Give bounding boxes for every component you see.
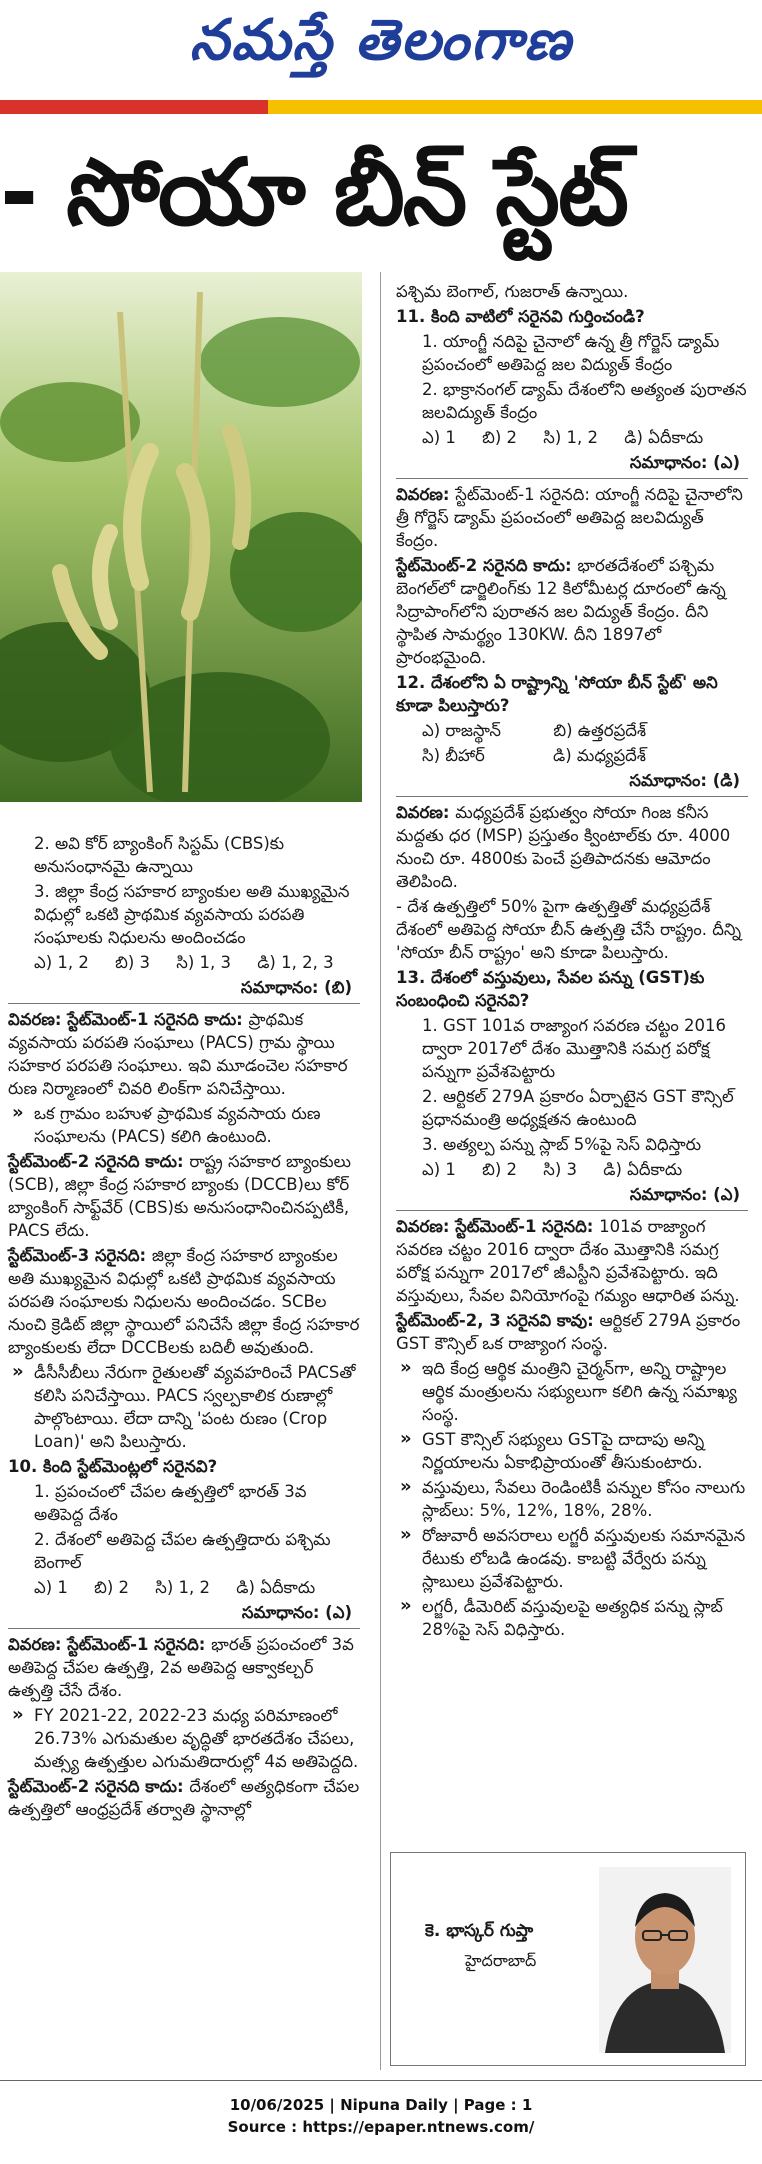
color-bar-red — [0, 100, 268, 114]
bullet-point: » ఇది కేంద్ర ఆర్థిక మంత్రిని చైర్మన్‌గా, అన్ని రాష్ట్రాల ఆర్థిక మంత్రులను సభ్యులుగా కలిగి ఉన్న సమాఖ్య సంస్థ. — [396, 1357, 748, 1426]
body-text: - దేశ ఉత్పత్తిలో 50% పైగా ఉత్పత్తితో మధ్యప్రదేశ్ దేశంలో అతిపెద్ద సోయా బీన్ ఉత్పత్తి చేసే రాష్ట్రం. దీన్ని 'సోయా బీన్ రాష్ట్రం' అని కూడా పిలుస్తారు. — [396, 897, 742, 962]
statement: 2. ఆర్టికల్ 279A ప్రకారం ఏర్పాటైన GST కౌన్సిల్ ప్రధానమంత్రి అధ్యక్షతన ఉంటుంది — [422, 1087, 734, 1129]
explanation-label: స్టేట్‌మెంట్-3 సరైనది: — [8, 1246, 152, 1265]
bullet-point: » ఒక గ్రామం బహుళ ప్రాథమిక వ్యవసాయ రుణ సంఘాలను (PACS) కలిగి ఉంటుంది. — [8, 1102, 360, 1148]
explanation-text: 101వ రాజ్యాంగ సవరణ చట్టం 2016 ద్వారా దేశం మొత్తానికి సమగ్ర పరోక్ష పన్నుగా 2017లో జీఎస్టీని ప్రవేశపెట్టారు. ఇది వస్తువులు, సేవల వినియోగంపై గమ్యం ఆధారిత పన్ను. — [396, 1217, 740, 1305]
answer: సమాధానం: (ఎ) — [241, 1603, 352, 1622]
statement: 1. GST 101వ రాజ్యాంగ సవరణ చట్టం 2016 ద్వారా 2017లో దేశం మొత్తానికి సమగ్ర పరోక్ష పన్నుగా ప్రవేశపెట్టారు — [422, 1016, 727, 1081]
statement: 3. అత్యల్ప పన్ను స్లాబ్ 5%పై సెస్ విధిస్తారు — [422, 1135, 702, 1154]
options: ఎ) రాజస్థాన్ బి) ఉత్తరప్రదేశ్ — [422, 721, 647, 740]
explanation-paragraph — [396, 1309, 748, 1355]
explanation-label: వివరణ: స్టేట్‌మెంట్-1 సరైనది కాదు: — [8, 1010, 249, 1029]
author-photo — [599, 1867, 731, 2053]
color-bar-yellow — [268, 100, 762, 114]
question: 11. కింది వాటిలో సరైనవి గుర్తించండి? — [396, 307, 645, 326]
explanation-text: రాష్ట్ర సహకార బ్యాంకులు (SCB), జిల్లా కేంద్ర సహకార బ్యాంకు (DCCB)లు కోర్ బ్యాంకింగ్ సాఫ్ట్‌వేర్ (CBS)కు అనుసంధానించినప్పటికీ, PACS లేదు. — [8, 1152, 352, 1240]
explanation-paragraph — [8, 1150, 360, 1242]
bullet-point: » రోజువారీ అవసరాలు లగ్జరీ వస్తువులకు సమానమైన రేటుకు లోబడి ఉండవు. కాబట్టి వేర్వేరు పన్ను స్లాబులు ప్రవేశపెట్టారు. — [396, 1524, 748, 1593]
bullet-point: » FY 2021-22, 2022-23 మధ్య పరిమాణంలో 26.73% ఎగుమతుల వృద్ధితో భారతదేశం చేపలు, మత్స్య ఉత్పత్తుల ఎగుమతిదారుల్లో 4వ అతిపెద్దది. — [8, 1704, 360, 1773]
bullet-point: » లగ్జరీ, డీమెరిట్ వస్తువులపై అత్యధిక పన్ను స్లాబ్ 28%పై సెస్ విధిస్తారు. — [396, 1595, 748, 1641]
footer-source-line: Source : https://epaper.ntnews.com/ — [227, 2118, 535, 2136]
explanation-label: స్టేట్‌మెంట్-2 సరైనది కాదు: — [396, 556, 578, 575]
separator — [396, 478, 748, 479]
bullet-point: » GST కౌన్సిల్ సభ్యులు GSTపై దాదాపు అన్ని నిర్ణయాలను ఏకాభిప్రాయంతో తీసుకుంటారు. — [396, 1428, 748, 1474]
question: 13. దేశంలో వస్తువులు, సేవల పన్ను (GST)కు సంబంధించి సరైనవి? — [396, 968, 705, 1010]
explanation-text: ప్రాథమిక వ్యవసాయ పరపతి సంఘాలు (PACS) గ్రామ స్థాయి సహకార పరపతి సంఘాలు. ఇవి మూడంచెల సహకార రుణ నిర్మాణంలో చివరి లింక్‌గా పనిచేస్తాయి. — [8, 1010, 348, 1098]
explanation-text: జిల్లా కేంద్ర సహకార బ్యాంకుల అతి ముఖ్యమైన విధుల్లో ఒకటి ప్రాథమిక వ్యవసాయ పరపతి సంఘాలకు నిధులను అందించడం. SCBల నుంచి క్రెడిట్ జిల్లా స్థాయిలో పనిచేసే జిల్లా కేంద్ర సహకార బ్యాంకులకు లేదా DCCBలకు బదిలీ అవుతుంది. — [8, 1246, 360, 1357]
separator — [396, 796, 748, 797]
explanation-label: వివరణ: — [396, 803, 456, 822]
question: 12. దేశంలోని ఏ రాష్ట్రాన్ని 'సోయా బీన్ స్టేట్' అని కూడా పిలుస్తారు? — [396, 673, 718, 715]
separator — [396, 1210, 748, 1211]
explanation-label: వివరణ: స్టేట్‌మెంట్-1 సరైనది: — [396, 1217, 600, 1236]
explanation-label: వివరణ: — [396, 485, 456, 504]
bullet-point: » డీసీసీబీలు నేరుగా రైతులతో వ్యవహరించే PACSతో కలిసి పనిచేస్తాయి. PACS స్వల్పకాలిక రుణాల్లో పాల్గొంటాయి. లేదా దాన్ని 'పంట రుణం (Crop Loan)' అని పిలుస్తారు. — [8, 1361, 360, 1453]
explanation-paragraph — [396, 1215, 748, 1307]
footer-rule — [0, 2080, 762, 2081]
explanation-text: ఆర్టికల్ 279A ప్రకారం GST కౌన్సిల్ ఒక రాజ్యాంగ సంస్థ. — [396, 1311, 741, 1353]
author-box — [390, 1852, 746, 2066]
separator — [8, 1003, 360, 1004]
options: ఎ) 1, 2 బి) 3 సి) 1, 3 డి) 1, 2, 3 — [34, 953, 334, 972]
explanation-paragraph — [396, 801, 748, 893]
bullet-point: » వస్తువులు, సేవలు రెండింటికీ పన్నుల కోసం నాలుగు స్లాబ్‌లు: 5%, 12%, 18%, 28%. — [396, 1476, 748, 1522]
body-text: పశ్చిమ బెంగాల్, గుజరాత్ ఉన్నాయి. — [396, 282, 629, 301]
statement: 1. ప్రపంచంలో చేపల ఉత్పత్తిలో భారత్ 3వ అతిపెద్ద దేశం — [34, 1482, 307, 1524]
options: ఎ) 1 బి) 2 సి) 3 డి) ఏదీకాదు — [422, 1160, 683, 1179]
explanation-paragraph — [8, 1244, 360, 1359]
question: 10. కింది స్టేట్‌మెంట్లలో సరైనవి? — [8, 1457, 218, 1476]
author-name: కె. భాస్కర్ గుప్తా — [425, 1921, 534, 1941]
statement: 3. జిల్లా కేంద్ర సహకార బ్యాంకుల అతి ముఖ్యమైన విధుల్లో ఒకటి ప్రాథమిక వ్యవసాయ పరపతి సంఘాలకు నిధులను అందించడం — [34, 882, 350, 947]
options: ఎ) 1 బి) 2 సి) 1, 2 డి) ఏదీకాదు — [422, 428, 704, 447]
explanation-label: స్టేట్‌మెంట్-2 సరైనది కాదు: — [8, 1152, 190, 1171]
explanation-text: స్టేట్‌మెంట్-1 సరైనది: యాంగ్జీ నదిపై చైనాలోని త్రీ గోర్జెస్ డ్యామ్ ప్రపంచంలో అతిపెద్ద జలవిద్యుత్ కేంద్రం. — [396, 485, 743, 550]
answer: సమాధానం: (బి) — [240, 978, 352, 997]
statement: 1. యాంగ్జీ నదిపై చైనాలో ఉన్న త్రీ గోర్జెస్ డ్యామ్ ప్రపంచంలో అతిపెద్ద జల విద్యుత్ కేంద్రం — [422, 332, 720, 374]
statement: 2. భాక్రానంగల్ డ్యామ్ దేశంలోని అత్యంత పురాతన జలవిద్యుత్ కేంద్రం — [422, 380, 747, 422]
masthead-title: నమస్తే తెలంగాణ — [189, 7, 573, 73]
footer-date-line: 10/06/2025 | Nipuna Daily | Page : 1 — [229, 2096, 533, 2114]
explanation-label: స్టేట్‌మెంట్-2 సరైనది కాదు: — [8, 1777, 190, 1796]
options: సి) బీహార్ డి) మధ్యప్రదేశ్ — [422, 746, 646, 765]
answer: సమాధానం: (డి) — [629, 771, 740, 790]
explanation-paragraph — [396, 483, 748, 552]
author-place: హైదరాబాద్ — [465, 1951, 537, 1970]
answer: సమాధానం: (ఎ) — [629, 453, 740, 472]
soybean-photo — [0, 272, 362, 802]
statement: 2. దేశంలో అతిపెద్ద చేపల ఉత్పత్తిదారు పశ్చిమ బెంగాల్ — [34, 1530, 331, 1572]
column-divider — [380, 272, 381, 2070]
headline: - సోయా బీన్ స్టేట్ — [0, 139, 627, 246]
explanation-text: మధ్యప్రదేశ్ ప్రభుత్వం సోయా గింజ కనీస మద్దతు ధర (MSP) ప్రస్తుతం క్వింటాల్‌కు రూ. 4000 నుంచి రూ. 4800కు పెంచే ప్రతిపాదనకు ఆమోదం తెలిపింది. — [396, 803, 731, 891]
options: ఎ) 1 బి) 2 సి) 1, 2 డి) ఏదీకాదు — [34, 1578, 316, 1597]
separator — [8, 1628, 360, 1629]
statement: 2. అవి కోర్ బ్యాంకింగ్ సిస్టమ్ (CBS)కు అనుసంధానమై ఉన్నాయి — [34, 834, 285, 876]
explanation-text: భారత్ ప్రపంచంలో 3వ అతిపెద్ద చేపల ఉత్పత్తి, 2వ అతిపెద్ద ఆక్వాకల్చర్ ఉత్పత్తి చేసే దేశం. — [8, 1635, 354, 1700]
left-column — [8, 832, 360, 1823]
masthead — [0, 0, 762, 96]
answer: సమాధానం: (ఎ) — [629, 1185, 740, 1204]
explanation-paragraph — [8, 1008, 360, 1100]
right-column — [396, 280, 748, 1643]
explanation-text: భారతదేశంలో పశ్చిమ బెంగల్‌లో డార్జిలింగ్‌కు 12 కిలోమీటర్ల దూరంలో ఉన్న సిద్రాపాంగ్‌లోని పురాతన జల విద్యుత్ కేంద్రం. దీని స్థాపిత సామర్థ్యం 130KW. దీని 1897లో ప్రారంభమైంది. — [396, 556, 726, 667]
explanation-label: వివరణ: స్టేట్‌మెంట్-1 సరైనది: — [8, 1635, 212, 1654]
explanation-label: స్టేట్‌మెంట్-2, 3 సరైనవి కావు: — [396, 1311, 600, 1330]
explanation-paragraph — [396, 554, 748, 669]
explanation-text: దేశంలో అత్యధికంగా చేపల ఉత్పత్తిలో ఆంధ్రప్రదేశ్ తర్వాతి స్థానాల్లో — [8, 1777, 360, 1819]
explanation-paragraph — [8, 1633, 360, 1702]
footer — [0, 2094, 762, 2138]
explanation-paragraph — [8, 1775, 360, 1821]
